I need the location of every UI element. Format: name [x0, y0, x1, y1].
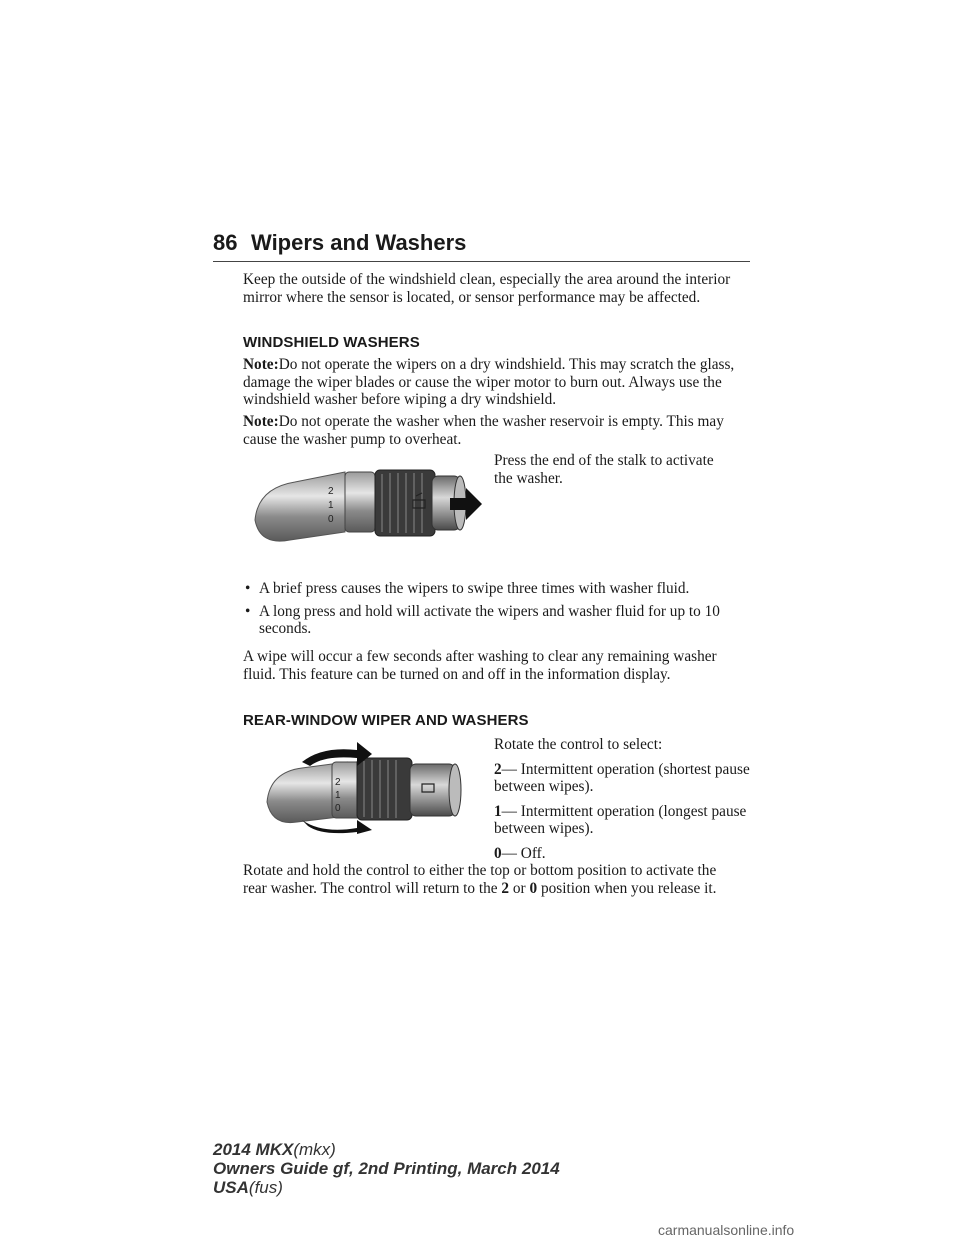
- option-1: [494, 803, 754, 838]
- hold-key-a: 2: [501, 879, 510, 897]
- option-0: [494, 845, 754, 863]
- rotate-instruction: Rotate the control to select:: [494, 736, 663, 753]
- note-1-text: Do not operate the wipers on a dry windshield. This may scratch the glass, damage the wiper blades or cause the wiper motor to burn out. Always use the windshield washer before wiping a dry windshield.: [243, 356, 735, 409]
- list-item: • A brief press causes the wipers to swipe three times with washer fluid.: [243, 580, 753, 598]
- footer-market: USA: [213, 1178, 249, 1197]
- stalk-mark-2: 2: [335, 777, 341, 788]
- rear-washer-paragraph: [243, 862, 738, 897]
- footer-market-code: (fus): [248, 1178, 283, 1197]
- chapter-title: Wipers and Washers: [251, 230, 467, 255]
- option-text: — Intermittent operation (longest pause between wipes).: [494, 802, 747, 838]
- hold-text-2: position when you release it.: [540, 879, 717, 897]
- list-item: • A long press and hold will activate the wipers and washer fluid for up to 10 seconds.: [243, 603, 753, 638]
- intro-paragraph: Keep the outside of the windshield clean, especially the area around the interior mirror where the sensor is located, or sensor performance may be affected.: [243, 271, 731, 306]
- rear-wiper-stalk-illustration: [262, 740, 472, 835]
- washer-bullets: [243, 580, 753, 643]
- washer-after-paragraph: A wipe will occur a few seconds after washing to clear any remaining washer fluid. This feature can be turned on and off in the information display.: [243, 648, 717, 683]
- option-key: 2: [494, 760, 502, 778]
- note-2: [243, 413, 743, 448]
- option-text: — Intermittent operation (shortest pause between wipes).: [494, 760, 750, 796]
- footer-line-3: [213, 1178, 560, 1197]
- option-key: 1: [494, 802, 502, 820]
- hold-text-1: Rotate and hold the control to either the top or bottom position to activate the rear washer. The control will return to the: [243, 862, 717, 897]
- footer-line-2: Owners Guide gf, 2nd Printing, March 2014: [213, 1159, 560, 1178]
- hold-or: or: [512, 879, 526, 897]
- option-key: 0: [494, 844, 502, 862]
- rear-wiper-options: [494, 736, 754, 863]
- press-instruction: Press the end of the stalk to activate the washer.: [494, 452, 714, 487]
- note-1: [243, 356, 755, 409]
- page-number: 86: [213, 230, 238, 255]
- note-label: Note:: [243, 356, 279, 373]
- header-rule: [213, 261, 750, 262]
- rotate-down-arrow-icon: [302, 820, 372, 834]
- footer-model-code: (mkx): [293, 1140, 336, 1159]
- page-footer: [213, 1140, 560, 1197]
- footer-line-1: [213, 1140, 560, 1159]
- footer-model: 2014 MKX: [213, 1140, 294, 1159]
- option-2: [494, 761, 754, 796]
- stalk-mark-2: 2: [328, 486, 334, 497]
- stalk-mark-0: 0: [328, 514, 334, 525]
- option-text: — Off.: [501, 844, 546, 862]
- note-label: Note:: [243, 413, 279, 430]
- hold-key-b: 0: [529, 879, 538, 897]
- note-2-text: Do not operate the washer when the washer reservoir is empty. This may cause the washer pump to overheat.: [243, 413, 724, 448]
- section-heading-windshield-washers: WINDSHIELD WASHERS: [243, 334, 420, 351]
- stalk-mark-1: 1: [328, 500, 334, 511]
- watermark: carmanualsonline.info: [658, 1222, 795, 1238]
- stalk-mark-1: 1: [335, 790, 341, 801]
- washer-stalk-illustration: [250, 460, 485, 555]
- page-header: [213, 230, 750, 262]
- section-heading-rear-window: REAR-WINDOW WIPER AND WASHERS: [243, 712, 529, 729]
- stalk-mark-0: 0: [335, 803, 341, 814]
